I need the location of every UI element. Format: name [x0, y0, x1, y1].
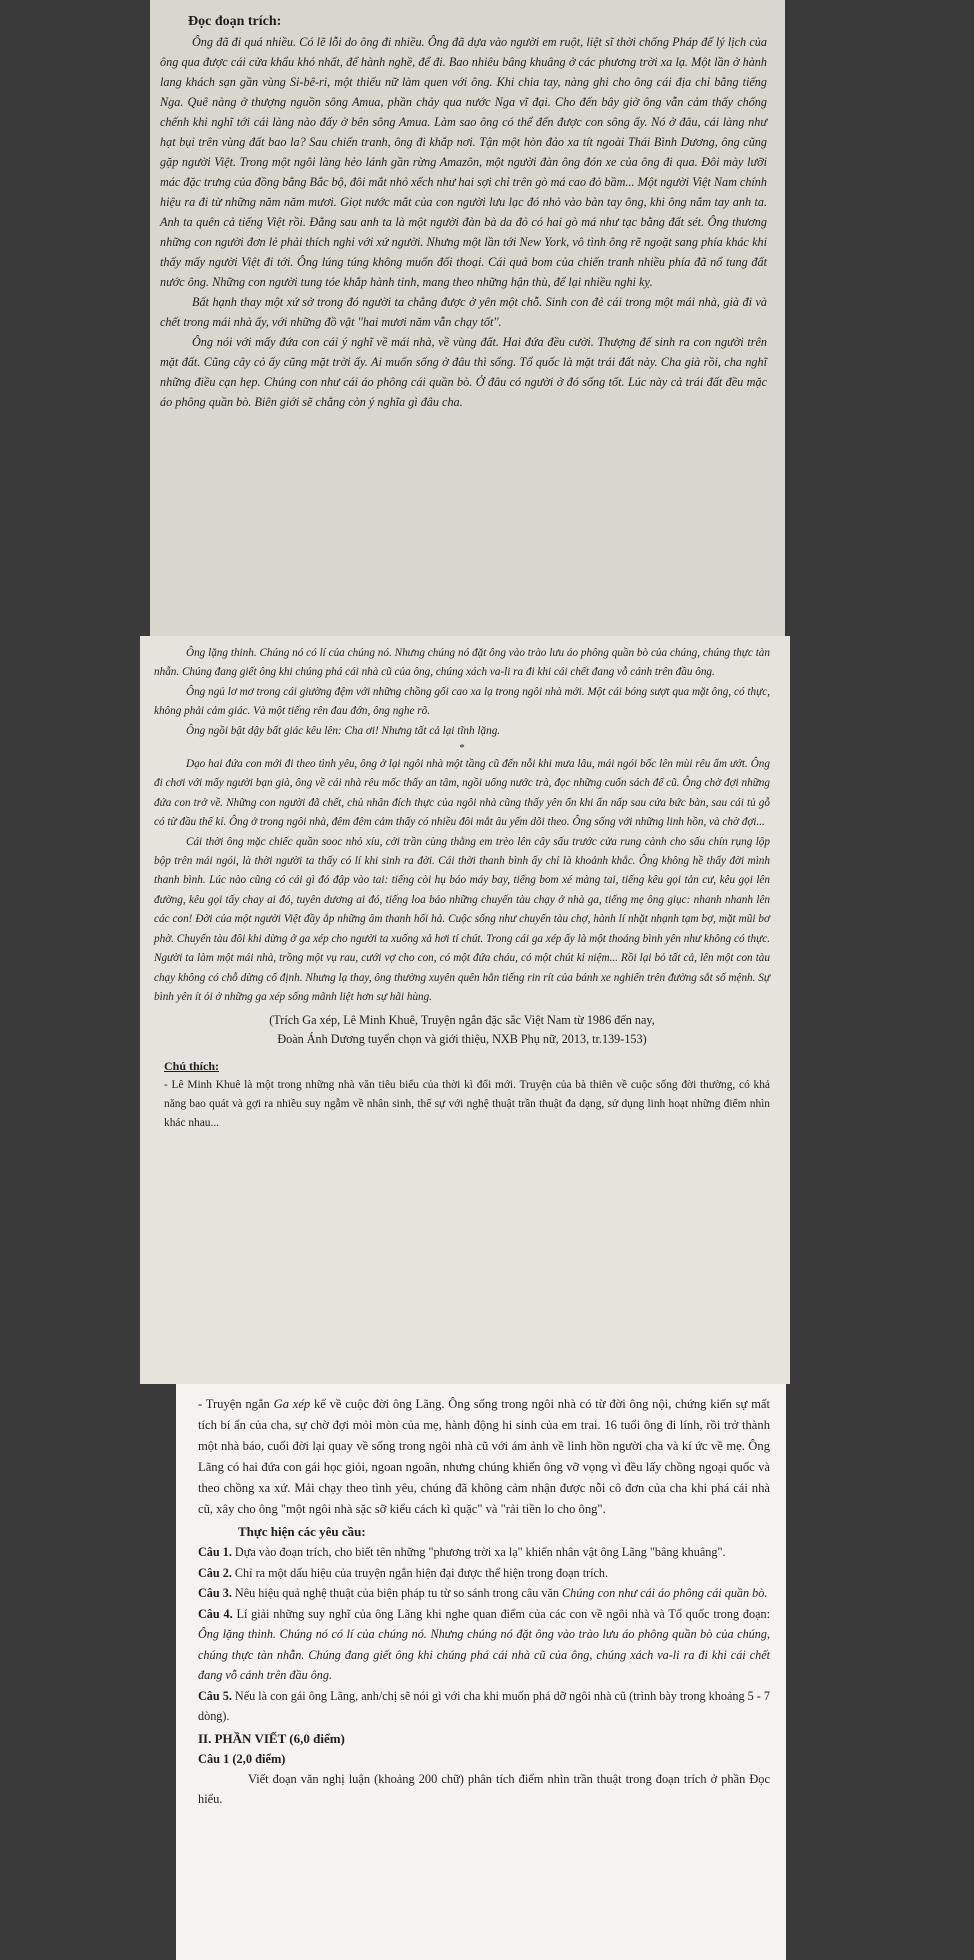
reading-paragraph-5: Ông ngủ lơ mơ trong cái giường đệm với những chồng gối cao xa lạ trong ngôi nhà mới. Một cái bóng sượt qua mặt ông, có thực, không phải cảm giác. Và một tiếng rên đau đớn, ông nghe rõ. — [154, 685, 770, 718]
reading-paragraph-6: Ông ngồi bật dậy bất giác kêu lên: Cha ơi! Nhưng tất cả lại tĩnh lặng. — [186, 724, 501, 737]
notes-text: - Lê Minh Khuê là một trong những nhà văn tiêu biểu của thời kì đổi mới. Truyện của bà thiên về cuộc sống đời thường, có khả năng bao quát và gợi ra nhiều suy ngẫm về nhân sinh, thế sự với nghệ thuật trần thuật đa dạng, sử dụng linh hoạt những điểm nhìn khác nhau... — [164, 1079, 770, 1130]
summary-lead: - Truyện ngắn — [198, 1397, 274, 1411]
reading-paragraph-1: Ông đã đi quá nhiều. Có lẽ lỗi do ông đi nhiều. Ông đã dựa vào người em ruột, liệt sĩ thời chống Pháp để lý lịch của ông qua được cái cửa khẩu khó nhất, để hành nghề, để đi. Bao nhiêu bâng khuâng ở các phương trời xa lạ. Một lần ở hành lang khách sạn gần vùng Si-bê-ri, một thiếu nữ làm quen với ông. Khi chia tay, nàng ghi cho ông cái địa chỉ bằng tiếng Nga. Quê nàng ở thượng nguồn sông Amua, phần chảy qua nước Nga vĩ đại. Cho đến bây giờ ông vẫn cảm thấy chống chếnh khi nghĩ tới cái làng nào đấy ở bên sông Amua. Làm sao ông có thể đến được con sông ấy. Nó ở đâu, cái làng như hạt bụi trên vùng đất bao la? Sau chiến tranh, ông đi khắp nơi. Tận một hòn đảo xa tít ngoài Thái Bình Dương, ông cũng gặp người Việt. Trong một ngôi làng hẻo lánh gần rừng Amazôn, một người đàn ông đón xe của ông đi qua. Đôi mày lưỡi mác đặc trưng của đồng bằng Bắc bộ, đôi mắt nhỏ xếch như hai sợi chỉ trên gò má cao đỏ bầm... Một người Việt Nam chính hiệu ra đi từ những năm năm mươi. Giọt nước mắt của con người lưu lạc đó nhỏ vào bàn tay ông, khi ông nắm tay anh ta. Anh ta quên cả tiếng Việt rồi. Đằng sau anh ta là một người đàn bà da đỏ có hai gò má như tạc bằng đất sét. Ông thương những con người đơn lẻ phải thích nghi với xứ người. Nhưng một lần tới New York, vô tình ông rẽ ngoặt sang phía khác khi thấy mấy người Việt đi tới. Ông lúng túng không muốn đối thoại. Cái quả bom của chiến tranh nhiều phía đã nổ tung đất nước ông. Những con người tung tóe khắp hành tinh, mang theo những hận thù, để lại nhiều nghi kỵ. — [160, 35, 767, 289]
citation-line-2: Đoàn Ánh Dương tuyển chọn và giới thiệu, NXB Phụ nữ, 2013, tr.139-153) — [277, 1032, 647, 1047]
question-2 — [198, 1563, 770, 1584]
reading-paragraph-2: Bất hạnh thay một xứ sở trong đó người ta chẳng được ở yên một chỗ. Sinh con đẻ cái trong một mái nhà, già đi và chết trong mái nhà ấy, với những đồ vật ''hai mươi năm vẫn chạy tốt''. — [160, 295, 767, 329]
writing-question-1-prompt: Viết đoạn văn nghị luận (khoảng 200 chữ) phân tích điểm nhìn trần thuật trong đoạn trích ở phần Đọc hiểu. — [198, 1771, 770, 1806]
question-3-text: Nêu hiệu quả nghệ thuật của biện pháp tu từ so sánh trong câu văn — [231, 1586, 563, 1600]
summary-body: kể về cuộc đời ông Lãng. Ông sống trong ngôi nhà có từ đời ông nội, chứng kiến sự mất tích bí ẩn của cha, sự chờ đợi mỏi mòn của mẹ, hành động hi sinh của em trai. 16 tuổi ông đi lính, rồi trở thành một nhà báo, cuối đời lại quay về sống trong ngôi nhà cũ với ám ảnh về linh hồn người cha và kí ức về mẹ. Ông Lãng có hai đứa con gái học giỏi, ngoan ngoãn, nhưng chúng khiến ông vỡ vọng vì đều lấy chồng ngoại quốc và theo chồng xa xứ. Mải chạy theo tình yêu, chúng đã không cảm nhận được nỗi cô đơn của cha khi phá cái nhà cũ, xây cho ông "một ngôi nhà sặc sỡ kiểu cách kì quặc" và "rải tiền lo cho ông". — [198, 1397, 770, 1516]
tasks-title: Thực hiện các yêu cầu: — [238, 1524, 366, 1539]
citation-line-1: (Trích Ga xép, Lê Minh Khuê, Truyện ngắn đặc sắc Việt Nam từ 1986 đến nay, — [269, 1013, 655, 1028]
question-3-label: Câu 3. — [198, 1586, 232, 1600]
question-4-text: Lí giải những suy nghĩ của ông Lãng khi nghe quan điểm của các con về ngôi nhà và Tổ quốc trong đoạn: — [232, 1606, 770, 1621]
question-1-label: Câu 1. — [198, 1545, 232, 1559]
notes-title: Chú thích: — [164, 1059, 220, 1074]
question-5-text: Nếu là con gái ông Lãng, anh/chị sẽ nói gì với cha khi muốn phá dỡ ngôi nhà cũ (trình bày trong khoảng 5 - 7 dòng). — [198, 1688, 770, 1723]
reading-paragraph-8: Cái thời ông mặc chiếc quần sooc nhỏ xíu, cởi trần cùng thằng em trèo lên cây sấu trước cửa rung cành cho sấu chín rụng lộp bộp trên mái ngói, là thời người ta thấy có lí khi sinh ra đời. Cái thời thanh bình ấy chỉ là khoảnh khắc. Ông không hề thấy đời mình thanh bình. Lúc nào cũng có cái gì đó đập vào tai: tiếng còi hụ báo máy bay, tiếng bom xé màng tai, tiếng kêu gọi tản cư, kêu gọi lên đường, kêu gọi tấy chay ai đó, tuyên dương ai đó, tiếng loa báo những chuyến tàu chạy ở nhà ga, tiếng mẹ ông giục: nhanh nhanh lên các con! Đời của một người Việt đầy ắp những âm thanh hối hả. Cuộc sống như chuyến tàu chợ, hành lí nhặt nhạnh tạm bợ, mặt mũi bơ phờ. Chuyến tàu đôi khi dừng ở ga xép cho người ta xuống xả hơi tí chút. Trong cái ga xép ấy là một thoáng bình yên như không có thực. Người ta làm một mái nhà, trồng một vụ rau, cưới vợ cho con, có một đứa cháu, có một chút kỉ niệm... Rồi lại bỏ tất cả, lên một con tàu chạy không có chỗ dừng cố định. Nhưng lạ thay, ông thường xuyên quên hẳn tiếng rin rít của bánh xe nghiến trên đường sắt số mệnh. Sự bình yên ít ỏi ở những ga xép sống mãnh liệt hơn sự hãi hùng. — [154, 835, 770, 1003]
reading-paragraph-7: Dạo hai đứa con mới đi theo tình yêu, ông ở lại ngôi nhà một tầng cũ đến nỗi khi mưa lâu, mái ngói bốc lên mùi rêu ẩm ướt. Ông đi chơi với mấy người bạn già, ông về cái nhà rêu mốc thấy an tâm, ngồi uống nước trà, đọc những cuốn sách để cũ. Ông chờ đợi những đứa con trở về. Những con người đã chết, chủ nhân đích thực của ngôi nhà cũng thấy yên ổn khi ẩn nấp sau cửa bức bàn, sau cái tủ gỗ có từ đầu thế kỉ. Ông ở trong ngôi nhà, đêm đêm cảm thấy có nhiều đôi mắt âu yếm dõi theo. Ông sống với những linh hồn, và chờ đợi... — [154, 758, 770, 829]
section-separator: * — [459, 742, 465, 755]
reading-heading: Đọc đoạn trích: — [188, 14, 282, 29]
question-1-text: Dựa vào đoạn trích, cho biết tên những "phương trời xa lạ" khiến nhân vật ông Lãng "bâng khuâng". — [231, 1545, 726, 1559]
question-2-label: Câu 2. — [198, 1565, 232, 1580]
story-summary — [198, 1394, 770, 1520]
page-photo-1 — [150, 0, 785, 638]
reading-paragraph-3: Ông nói với mấy đứa con cái ý nghĩ về mái nhà, về vùng đất. Hai đứa đều cười. Thượng đế sinh ra con người trên mặt đất. Cũng cây cỏ ấy cũng mặt trời ấy. Ai muốn sống ở đâu thì sống. Tổ quốc là mặt trái đất này. Cha già rồi, cha nghĩ những điều cạn hẹp. Chúng con như cái áo phông cái quần bò. Ở đâu có người ở đó sống tốt. Lúc này cả trái đất đều mặc áo phông quần bò. Biên giới sẽ chẳng còn ý nghĩa gì đâu cha. — [160, 335, 767, 409]
question-5 — [198, 1686, 770, 1727]
reading-paragraph-4: Ông lặng thinh. Chúng nó có lí của chúng nó. Nhưng chúng nó đặt ông vào trào lưu áo phông quần bò của chúng, chúng thực tàn nhẫn. Chúng đang giết ông khi chúng phá cái nhà cũ của ông, chúng xách va-li ra đi khi cái chết đang vỗ cánh trên đầu ông. — [154, 647, 770, 679]
summary-story-title: Ga xép — [273, 1397, 311, 1411]
question-4 — [198, 1604, 770, 1686]
question-5-label: Câu 5. — [198, 1688, 232, 1703]
page-photo-2 — [140, 636, 790, 1384]
citation — [154, 1011, 770, 1049]
question-4-quote: Ông lặng thinh. Chúng nó có lí của chúng nó. Nhưng chúng nó đặt ông vào trào lưu áo phông quần bò của chúng, chúng thực tàn nhẫn. Chúng đang giết ông khi chúng phá cái nhà cũ của ông, chúng xách va-li ra đi khi cái chết đang vỗ cánh trên đầu ông. — [198, 1627, 770, 1682]
question-3-quote: Chúng con như cái áo phông cái quần bò. — [562, 1586, 768, 1600]
question-3 — [198, 1583, 770, 1604]
page-photo-3 — [176, 1384, 786, 1960]
question-4-label: Câu 4. — [198, 1606, 233, 1621]
question-2-text: Chỉ ra một dấu hiệu của truyện ngắn hiện đại được thể hiện trong đoạn trích. — [231, 1565, 609, 1580]
writing-section-title: II. PHẦN VIẾT (6,0 điểm) — [198, 1730, 345, 1746]
question-1 — [198, 1542, 770, 1563]
writing-question-1-title: Câu 1 (2,0 điểm) — [198, 1751, 286, 1766]
